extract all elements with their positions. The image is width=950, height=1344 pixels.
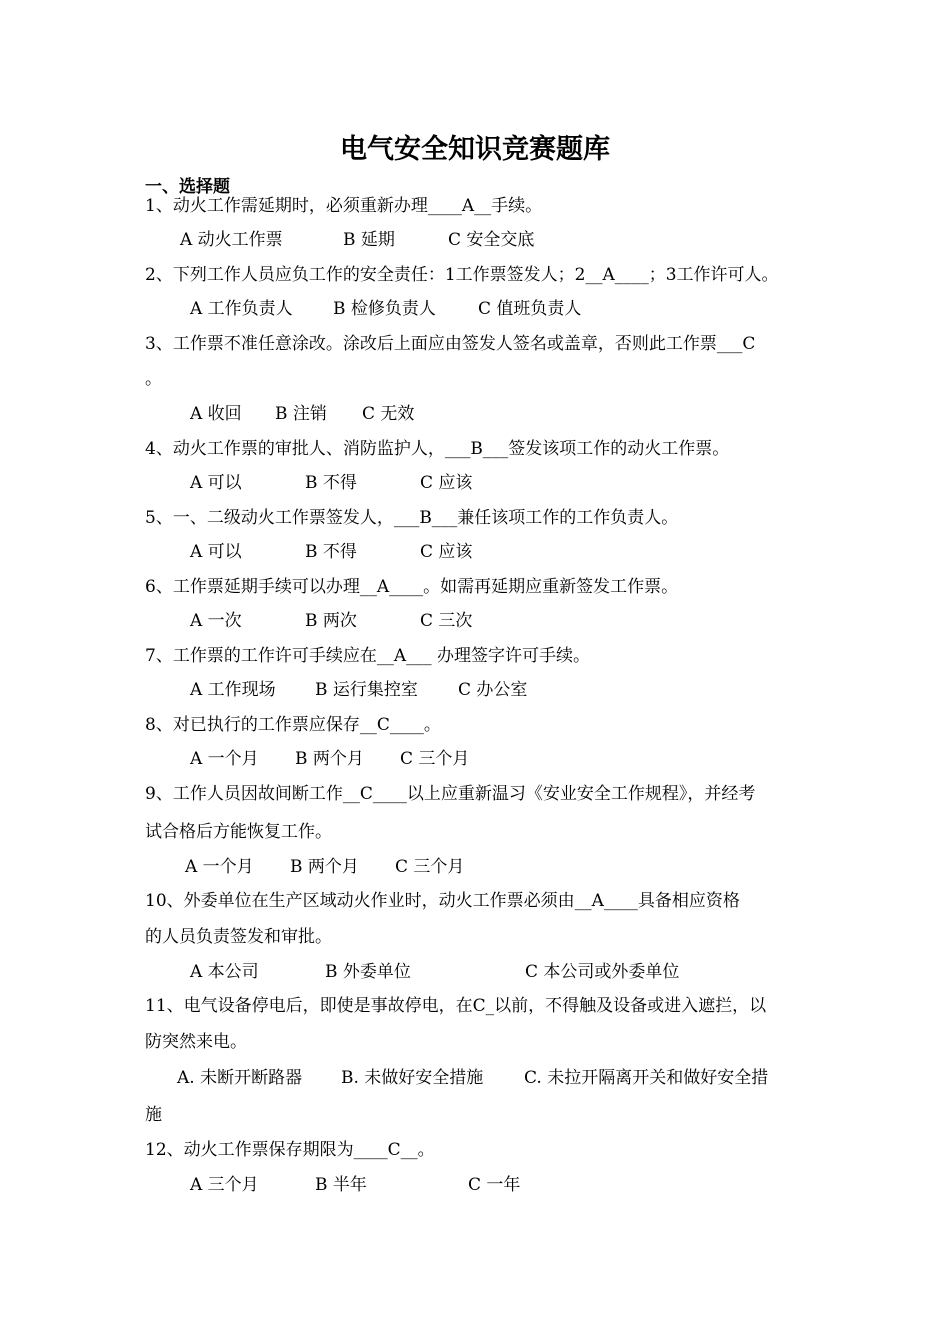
- answer-option: B 不得: [305, 542, 357, 562]
- answer-option: B. 未做好安全措施: [341, 1068, 484, 1088]
- question-text-line: 防突然来电。: [145, 1032, 247, 1052]
- question-text-line: 1、动火工作需延期时，必须重新办理____A__手续。: [145, 196, 543, 216]
- answer-option: B 半年: [315, 1175, 367, 1195]
- answer-option: A 可以: [190, 542, 242, 562]
- section-heading: 一、选择题: [145, 177, 230, 197]
- answer-option: B 两次: [305, 611, 357, 631]
- answer-option: A. 未断开断路器: [177, 1068, 303, 1088]
- answer-option: A 一个月: [185, 857, 254, 877]
- answer-option: B 运行集控室: [315, 680, 418, 700]
- answer-option: B 外委单位: [325, 962, 411, 982]
- answer-option: A 可以: [190, 473, 242, 493]
- question-text-line: 7、工作票的工作许可手续应在__A___ 办理签字许可手续。: [145, 646, 590, 666]
- question-text-line: 4、动火工作票的审批人、消防监护人，___B___签发该项工作的动火工作票。: [145, 439, 730, 459]
- option-continuation: 施: [145, 1105, 162, 1125]
- answer-option: C 安全交底: [448, 230, 535, 250]
- answer-option: A 工作负责人: [190, 299, 293, 319]
- question-text-line: 11、电气设备停电后，即使是事故停电，在C_以前，不得触及设备或进入遮拦，以: [145, 996, 767, 1016]
- question-text-line: 8、对已执行的工作票应保存__C____。: [145, 715, 441, 735]
- question-text-line: 的人员负责签发和审批。: [145, 927, 332, 947]
- answer-option: A 三个月: [190, 1175, 259, 1195]
- question-text-line: 。: [145, 369, 162, 389]
- question-text-line: 6、工作票延期手续可以办理__A____。如需再延期应重新签发工作票。: [145, 577, 679, 597]
- answer-option: C. 未拉开隔离开关和做好安全措: [524, 1068, 769, 1088]
- answer-option: B 检修负责人: [333, 299, 436, 319]
- answer-option: C 值班负责人: [478, 299, 582, 319]
- answer-option: A 动火工作票: [180, 230, 283, 250]
- answer-option: B 注销: [275, 404, 327, 424]
- answer-option: A 工作现场: [190, 680, 276, 700]
- answer-option: B 不得: [305, 473, 357, 493]
- answer-option: C 三个月: [395, 857, 465, 877]
- answer-option: A 收回: [190, 404, 242, 424]
- answer-option: B 两个月: [295, 749, 364, 769]
- answer-option: C 应该: [420, 542, 473, 562]
- answer-option: C 一年: [468, 1175, 521, 1195]
- question-text-line: 3、工作票不准任意涂改。涂改后上面应由签发人签名或盖章，否则此工作票___C: [145, 334, 756, 354]
- answer-option: A 本公司: [190, 962, 259, 982]
- answer-option: C 应该: [420, 473, 473, 493]
- answer-option: C 三次: [420, 611, 473, 631]
- answer-option: B 两个月: [290, 857, 359, 877]
- answer-option: A 一次: [190, 611, 242, 631]
- question-text-line: 9、工作人员因故间断工作__C____以上应重新温习《安业安全工作规程》，并经考: [145, 784, 756, 804]
- answer-option: C 办公室: [458, 680, 528, 700]
- answer-option: C 三个月: [400, 749, 470, 769]
- answer-option: C 本公司或外委单位: [525, 962, 680, 982]
- answer-option: A 一个月: [190, 749, 259, 769]
- question-text-line: 12、动火工作票保存期限为____C__。: [145, 1140, 435, 1160]
- question-text-line: 5、一、二级动火工作票签发人，___B___兼任该项工作的工作负责人。: [145, 508, 679, 528]
- question-text-line: 2、下列工作人员应负工作的安全责任：1工作票签发人；2__A____；3工作许可人。: [145, 265, 779, 285]
- page-title: 电气安全知识竞赛题库: [340, 134, 610, 165]
- answer-option: B 延期: [343, 230, 395, 250]
- question-text-line: 10、外委单位在生产区域动火作业时，动火工作票必须由__A____具备相应资格: [145, 891, 740, 911]
- question-text-line: 试合格后方能恢复工作。: [145, 822, 332, 842]
- answer-option: C 无效: [362, 404, 415, 424]
